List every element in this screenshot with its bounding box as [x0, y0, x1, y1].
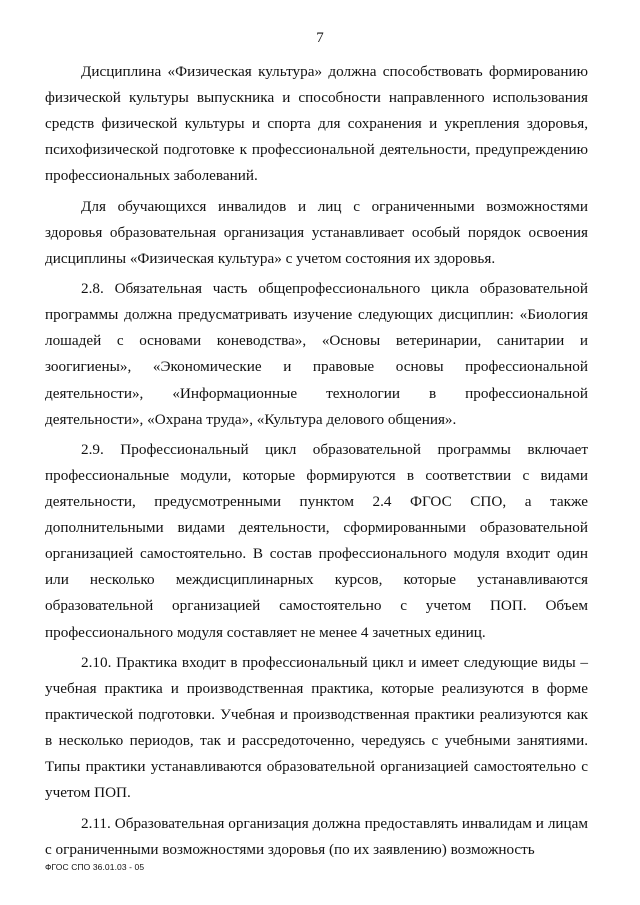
page-number: 7: [316, 30, 324, 46]
paragraph-disabled-students: Для обучающихся инвалидов и лиц с ограниченными возможностями здоровья образовательная организация устанавливает особый порядок освоения дисциплины «Физическая культура» с учетом состояния их здоровья.: [45, 197, 588, 267]
paragraph-2-9: 2.9. Профессиональный цикл образовательной программы включает профессиональные модули, которые формируются в соответствии с видами деятельности, предусмотренными пунктом 2.4 ФГОС СПО, а также дополнительными видами деятельности, сформированными образовательной организацией самостоятельно. В состав профессионального модуля входит один или несколько междисциплинарных курсов, которые устанавливаются образовательной организацией самостоятельно с учетом ПОП. Объем профессионального модуля составляет не менее 4 зачетных единиц.: [45, 440, 588, 641]
paragraph-2-8: 2.8. Обязательная часть общепрофессионального цикла образовательной программы должна предусматривать изучение следующих дисциплин: «Биология лошадей с основами коневодства», «Основы ветеринарии, санитарии и зоогигиены», «Экономические и правовые основы профессиональной деятельности», «Информационные технологии в профессиональной деятельности», «Охрана труда», «Культура делового общения».: [45, 280, 588, 428]
paragraph-physical-culture: Дисциплина «Физическая культура» должна способствовать формированию физической культуры выпускника и способности направленного использования средств физической культуры и спорта для сохранения и укрепления здоровья, психофизической подготовке к профессиональной деятельности, предупреждению профессиональных заболеваний.: [45, 63, 588, 185]
paragraph-2-10: 2.10. Практика входит в профессиональный цикл и имеет следующие виды – учебная практика и производственная практика, которые реализуются в форме практической подготовки. Учебная и производственная практики реализуются как в несколько периодов, так и рассредоточенно, чередуясь с учебными занятиями. Типы практики устанавливаются образовательной организацией самостоятельно с учетом ПОП.: [45, 653, 588, 802]
paragraph-2-11: 2.11. Образовательная организация должна предоставлять инвалидам и лицам с ограниченными возможностями здоровья (по их заявлению) возможность: [45, 814, 588, 858]
body-text: [45, 59, 588, 867]
footer-document-code: ФГОС СПО 36.01.03 - 05: [45, 862, 145, 872]
